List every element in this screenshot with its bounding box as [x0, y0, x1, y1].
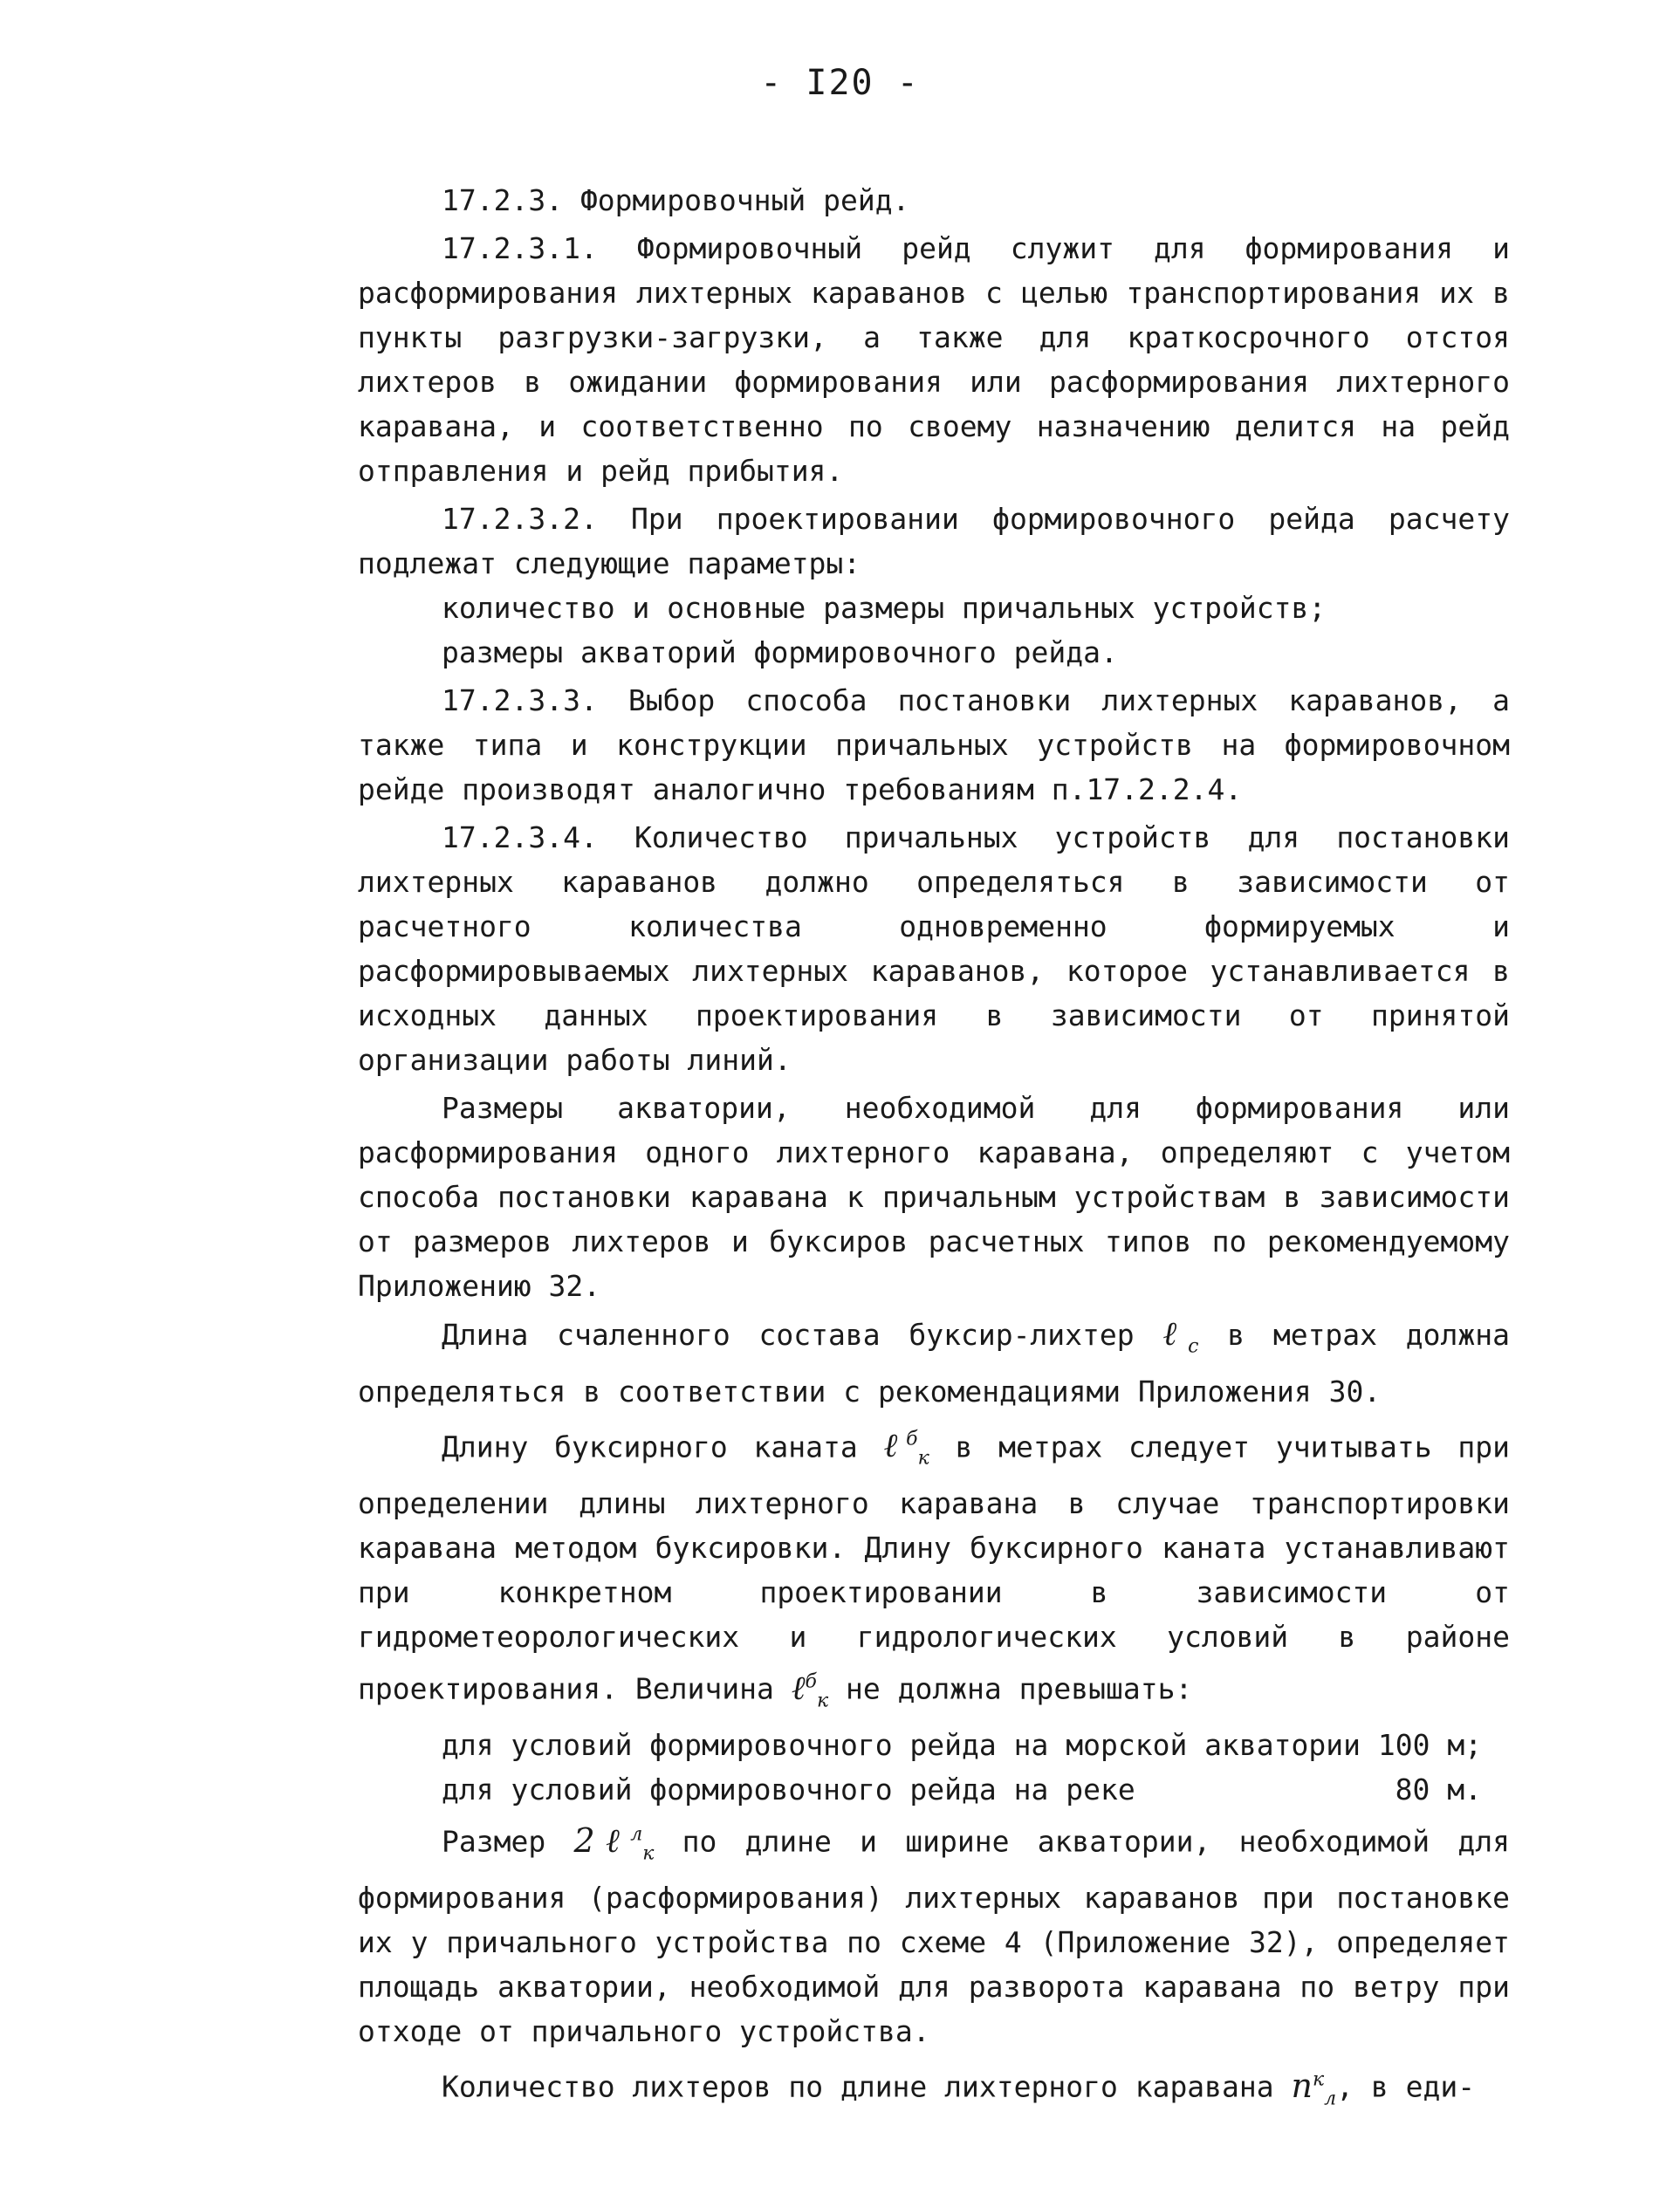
paragraph-turning-area — [358, 1812, 1510, 2053]
page-number: - I20 - — [760, 63, 920, 103]
symbol-2lk: 2ℓ$^л_к$ — [573, 1820, 655, 1865]
text-segment: в метрах должна определяться в соответствии с рекомендациями Приложения 30. — [358, 1318, 1511, 1409]
river-label: для условий формировочного рейда на реке — [442, 1772, 1135, 1807]
text-segment: Длина счаленного состава буксир-лихтер — [442, 1318, 1163, 1352]
text-segment: в метрах следует учитывать при определении длины лихтерного каравана в случае транспортировки каравана методом буксировки. Длину буксирного каната устанавливают при конкретном проектировании в зависимости от гидрометеорологических и гидрологических условий в районе проектирования. Величина — [358, 1430, 1510, 1706]
paragraph-17-2-3-3: 17.2.3.3. Выбор способа постановки лихтерных караванов, а также типа и конструкции причальных устройств на формировочном рейде производят аналогично требованиям п.17.2.2.4. — [358, 683, 1510, 806]
paragraph-tow-length — [358, 1312, 1510, 1414]
list-item-berths: количество и основные размеры причальных устройств; — [442, 591, 1327, 625]
paragraph-17-2-3-4: 17.2.3.4. Количество причальных устройств для постановки лихтерных караванов должно определяться в зависимости от расчетного количества одновременно формируемых и расформировываемых лихтерных караванов, которое устанавливается в исходных данных проектирования в зависимости от принятой организации работы линий. — [358, 820, 1510, 1077]
paragraph-17-2-3-2: 17.2.3.2. При проектировании формировочного рейда расчету подлежат следующие параметры: — [358, 502, 1510, 580]
document-body — [358, 178, 1510, 2122]
symbol-n: $n^к_л$ — [1291, 2067, 1337, 2110]
list-item-river — [358, 1767, 1510, 1812]
list-item-sea: для условий формировочного рейда на морской акватории 100 м; — [442, 1728, 1483, 1763]
paragraph-lighter-count — [358, 2057, 1510, 2121]
text-segment: Размер — [442, 1824, 574, 1859]
list-item-water-area: размеры акваторий формировочного рейда. — [442, 635, 1118, 669]
river-value: 80 м. — [1395, 1772, 1482, 1807]
text-segment: не должна превышать: — [828, 1671, 1193, 1706]
symbol-lk: ℓ$^б_к$ — [791, 1668, 829, 1712]
paragraph-17-2-3-1: 17.2.3.1. Формировочный рейд служит для формирования и расформирования лихтерных караванов с целью транспортирования их в пункты разгрузки-загрузки, а также для краткосрочного отстоя лихтеров в ожидании формирования или расформирования лихтерного каравана, и соответственно по своему назначению делится на рейд отправления и рейд прибытия. — [358, 231, 1510, 488]
text-segment: Длину буксирного каната — [442, 1430, 884, 1464]
symbol-lc: ℓ$_c$ — [1162, 1314, 1199, 1358]
paragraph-tow-rope — [358, 1417, 1510, 1724]
section-heading: 17.2.3. Формировочный рейд. — [442, 183, 910, 217]
symbol-lk: ℓ$^б_к$ — [883, 1426, 929, 1470]
text-segment: по длине и ширине акватории, необходимой для формирования (расформирования) лихтерных караванов при постановке их у причального устройства по схеме 4 (Приложение 32), определяет площадь акватории, необходимой для разворота каравана по ветру при отходе от причального устройства. — [358, 1824, 1510, 2049]
paragraph-water-area-size: Размеры акватории, необходимой для формирования или расформирования одного лихтерного каравана, определяют с учетом способа постановки каравана к причальным устройствам в зависимости от размеров лихтеров и буксиров расчетных типов по рекомендуемому Приложению 32. — [358, 1091, 1510, 1303]
text-segment: Количество лихтеров по длине лихтерного каравана — [442, 2070, 1292, 2104]
text-segment: , в еди- — [1336, 2070, 1476, 2104]
